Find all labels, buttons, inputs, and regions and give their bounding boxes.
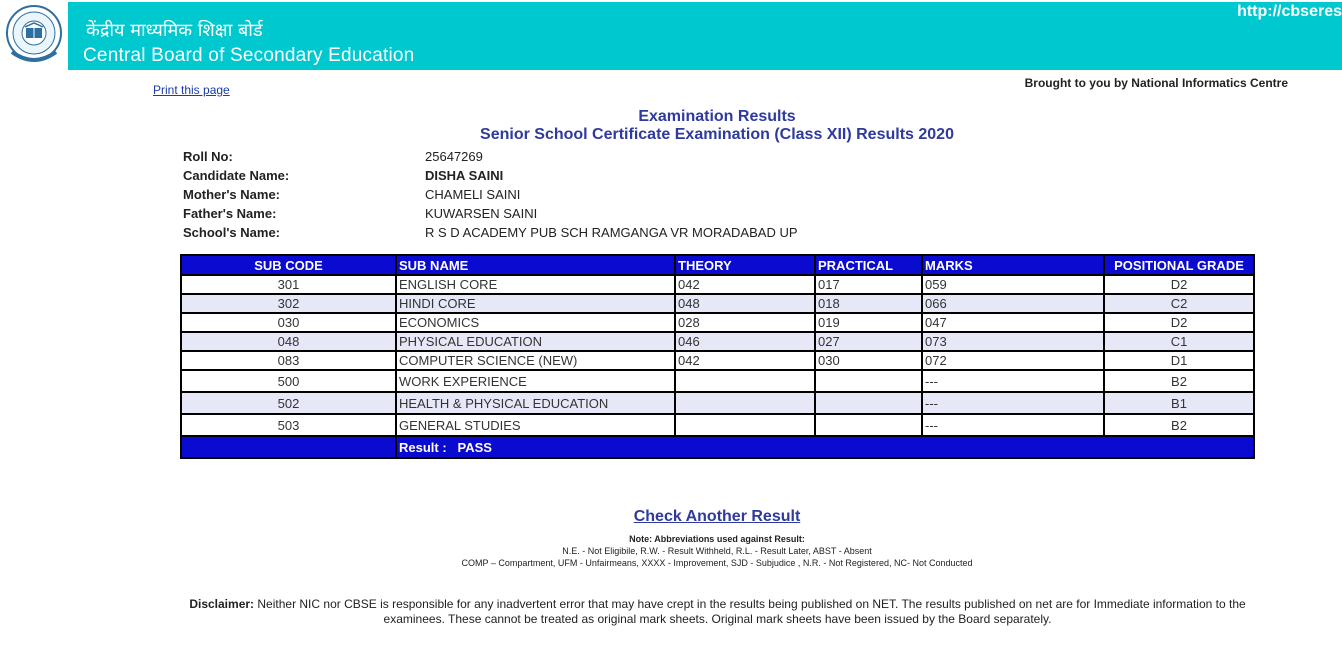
site-url: http://cbseres	[1237, 3, 1342, 20]
grade: C2	[1104, 294, 1254, 313]
header-practical: PRACTICAL	[815, 255, 922, 275]
roll-label: Roll No:	[183, 149, 233, 164]
theory	[675, 392, 815, 414]
sub-name: HEALTH & PHYSICAL EDUCATION	[396, 392, 675, 414]
school-value: R S D ACADEMY PUB SCH RAMGANGA VR MORADABAD UP	[425, 225, 798, 240]
grade: D2	[1104, 313, 1254, 332]
grade: C1	[1104, 332, 1254, 351]
result-cell	[396, 436, 1254, 458]
sub-code: 030	[181, 313, 396, 332]
header-sub-code: SUB CODE	[181, 255, 396, 275]
mother-value: CHAMELI SAINI	[425, 187, 521, 202]
practical: 027	[815, 332, 922, 351]
header	[0, 0, 1342, 72]
header-marks: MARKS	[922, 255, 1104, 275]
practical	[815, 370, 922, 392]
marks: 073	[922, 332, 1104, 351]
grade: B2	[1104, 370, 1254, 392]
table-row	[181, 275, 1254, 294]
note-title: Note: Abbreviations used against Result:	[629, 534, 805, 544]
mother-label: Mother's Name:	[183, 187, 280, 202]
header-sub-name: SUB NAME	[396, 255, 675, 275]
board-name-hindi: केंद्रीय माध्यमिक शिक्षा बोर्ड	[86, 20, 263, 41]
page-title	[0, 108, 1342, 144]
nic-credit: Brought to you by National Informatics Centre	[1024, 76, 1288, 90]
disclaimer-label: Disclaimer:	[189, 597, 255, 611]
disclaimer	[180, 597, 1255, 627]
note-line-1: N.E. - Not Eligibile, R.W. - Result Withheld, R.L. - Result Later, ABST - Absent	[562, 546, 872, 556]
table-row	[181, 294, 1254, 313]
father-label: Father's Name:	[183, 206, 277, 221]
theory: 028	[675, 313, 815, 332]
table-header-row	[181, 255, 1254, 275]
title-line-1: Examination Results	[638, 108, 796, 125]
sub-name: GENERAL STUDIES	[396, 414, 675, 436]
sub-name: HINDI CORE	[396, 294, 675, 313]
sub-code: 503	[181, 414, 396, 436]
marks: ---	[922, 370, 1104, 392]
sub-name: ECONOMICS	[396, 313, 675, 332]
sub-name: COMPUTER SCIENCE (NEW)	[396, 351, 675, 370]
practical: 019	[815, 313, 922, 332]
header-grade: POSITIONAL GRADE	[1104, 255, 1254, 275]
print-page-link[interactable]: Print this page	[153, 83, 230, 97]
table-row	[181, 370, 1254, 392]
practical	[815, 392, 922, 414]
result-spacer	[181, 436, 396, 458]
school-label: School's Name:	[183, 225, 281, 240]
name-value: DISHA SAINI	[425, 168, 504, 183]
sub-code: 301	[181, 275, 396, 294]
theory: 042	[675, 351, 815, 370]
note-line-2: COMP – Compartment, UFM - Unfairmeans, XXXX - Improvement, SJD - Subjudice , N.R. - Not Registered, NC- Not Conducted	[461, 558, 973, 568]
header-theory: THEORY	[675, 255, 815, 275]
theory: 048	[675, 294, 815, 313]
marks: 072	[922, 351, 1104, 370]
cbse-logo	[0, 0, 68, 72]
sub-code: 302	[181, 294, 396, 313]
sub-code: 083	[181, 351, 396, 370]
table-row	[181, 392, 1254, 414]
sub-code: 500	[181, 370, 396, 392]
title-line-2: Senior School Certificate Examination (Class XII) Results 2020	[480, 126, 954, 143]
theory: 046	[675, 332, 815, 351]
result-value: PASS	[457, 439, 492, 455]
grade: B1	[1104, 392, 1254, 414]
marks: ---	[922, 392, 1104, 414]
table-row	[181, 414, 1254, 436]
practical: 017	[815, 275, 922, 294]
grade: B2	[1104, 414, 1254, 436]
disclaimer-text: Neither NIC nor CBSE is responsible for any inadvertent error that may have crept in the results being published on NET. The results published on net are for Immediate information to the examinees. These cannot be treated as original mark sheets. Original mark sheets have been issued by the Board separately.	[257, 597, 1246, 626]
marks: 047	[922, 313, 1104, 332]
grade: D2	[1104, 275, 1254, 294]
sub-name: WORK EXPERIENCE	[396, 370, 675, 392]
result-row	[181, 436, 1254, 458]
practical: 018	[815, 294, 922, 313]
theory	[675, 370, 815, 392]
board-name-english: Central Board of Secondary Education	[83, 45, 415, 66]
sub-code: 502	[181, 392, 396, 414]
name-label: Candidate Name:	[183, 168, 290, 183]
practical: 030	[815, 351, 922, 370]
header-banner	[68, 2, 1342, 70]
marks: 066	[922, 294, 1104, 313]
abbreviations-note	[0, 533, 1342, 569]
marks: 059	[922, 275, 1104, 294]
sub-name: PHYSICAL EDUCATION	[396, 332, 675, 351]
grade: D1	[1104, 351, 1254, 370]
sub-code: 048	[181, 332, 396, 351]
practical	[815, 414, 922, 436]
table-row	[181, 332, 1254, 351]
sub-name: ENGLISH CORE	[396, 275, 675, 294]
result-label: Result :	[399, 439, 447, 455]
check-another-result-link[interactable]: Check Another Result	[633, 508, 801, 525]
table-row	[181, 313, 1254, 332]
marks: ---	[922, 414, 1104, 436]
theory	[675, 414, 815, 436]
father-value: KUWARSEN SAINI	[425, 206, 538, 221]
theory: 042	[675, 275, 815, 294]
cbse-emblem-icon	[4, 2, 64, 68]
roll-value: 25647269	[425, 149, 483, 164]
marks-table	[180, 254, 1255, 459]
table-row	[181, 351, 1254, 370]
